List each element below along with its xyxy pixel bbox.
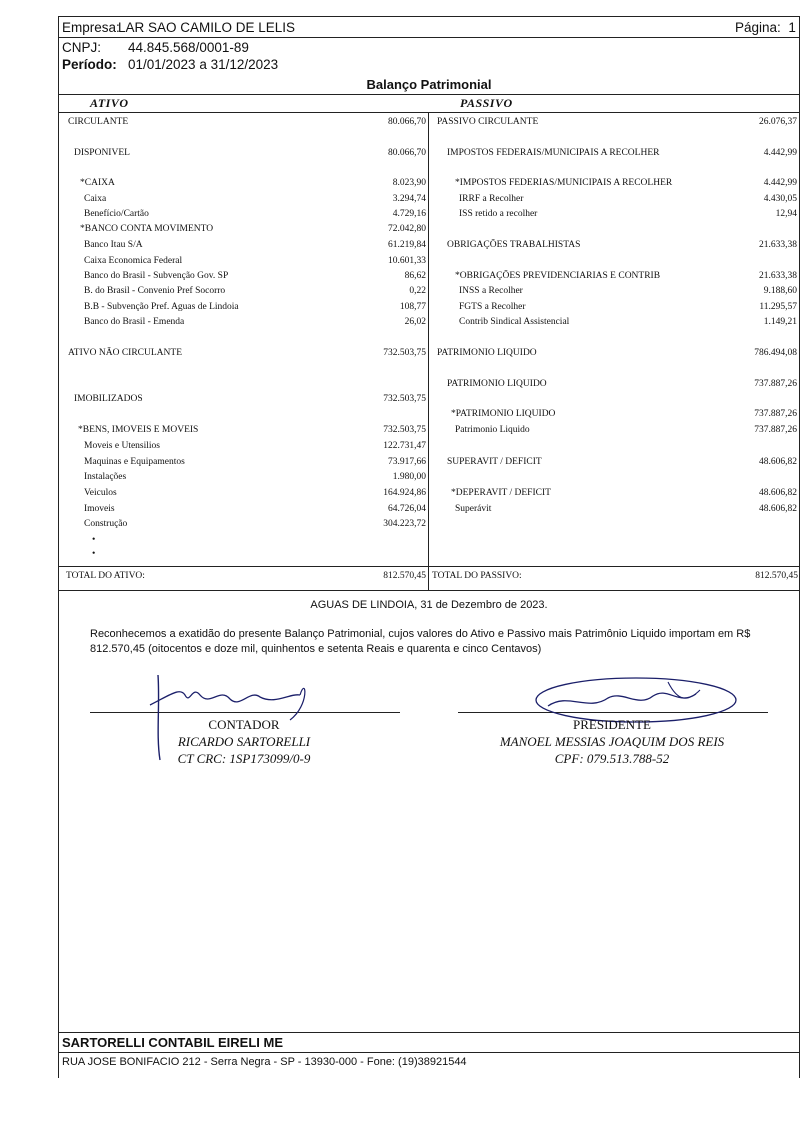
footer-company: SARTORELLI CONTABIL EIRELI ME	[62, 1035, 284, 1050]
passivo-row-value: 4.442,99	[763, 148, 797, 158]
passivo-row-value: 48.606,82	[759, 457, 797, 467]
ativo-row-label: Banco Itau S/A	[84, 240, 143, 250]
totals-top-line	[58, 566, 800, 567]
empresa-label: Empresa:	[62, 20, 120, 35]
header-divider	[58, 37, 800, 38]
ativo-row-value: 732.503,75	[383, 348, 426, 358]
document-frame	[58, 16, 800, 1078]
passivo-row-label: PASSIVO CIRCULANTE	[437, 117, 539, 127]
ativo-row-label: IMOBILIZADOS	[74, 394, 143, 404]
passivo-row-label: Patrimonio Liquido	[455, 425, 530, 435]
passivo-row-label: PATRIMONIO LIQUIDO	[447, 379, 547, 389]
total-ativo-label: TOTAL DO ATIVO:	[66, 571, 145, 581]
passivo-row-value: 737.887,26	[754, 425, 797, 435]
passivo-row-value: 11.295,57	[759, 302, 797, 312]
passivo-row-value: 21.633,38	[759, 240, 797, 250]
heading-underline	[58, 112, 800, 113]
footer-address: RUA JOSE BONIFACIO 212 - Serra Negra - SP - 13930-000 - Fone: (19)38921544	[62, 1056, 467, 1068]
ativo-row-value: 72.042,80	[388, 224, 426, 234]
passivo-row-label: FGTS a Recolher	[459, 302, 526, 312]
ativo-row-label: DISPONIVEL	[74, 148, 130, 158]
ativo-row-value: 80.066,70	[388, 117, 426, 127]
presidente-role: PRESIDENTE	[573, 717, 651, 732]
ativo-row-label: Banco do Brasil - Emenda	[84, 317, 185, 327]
ativo-row-label: Instalações	[84, 472, 127, 482]
periodo-label: Período:	[62, 57, 117, 72]
passivo-row-value: 4.430,05	[763, 194, 797, 204]
table-top-line	[58, 94, 800, 95]
pagina-value: 1	[788, 20, 796, 35]
ativo-row-label: B.B - Subvenção Pref. Aguas de Lindoia	[84, 302, 239, 312]
ativo-row-label: Imoveis	[84, 504, 115, 514]
ativo-row-label: Banco do Brasil - Subvenção Gov. SP	[84, 271, 229, 281]
ativo-row-value: 304.223,72	[383, 519, 426, 529]
passivo-row-label: IRRF a Recolher	[459, 194, 524, 204]
ativo-row-value: 1.980,00	[392, 472, 426, 482]
ativo-row-label: Moveis e Utensilios	[84, 441, 160, 451]
ativo-row-value: 732.503,75	[383, 394, 426, 404]
ativo-row-value: 164.924,86	[383, 488, 426, 498]
ativo-row-label: *CAIXA	[80, 178, 115, 188]
ativo-row-label: Veiculos	[84, 488, 117, 498]
passivo-row-label: *OBRIGAÇÕES PREVIDENCIARIAS E CONTRIB	[455, 271, 661, 281]
passivo-row-value: 737.887,26	[754, 379, 797, 389]
cnpj-label: CNPJ:	[62, 40, 102, 55]
totals-bottom-line	[58, 590, 800, 591]
ativo-row-value: 732.503,75	[383, 425, 426, 435]
ativo-row-value: 64.726,04	[388, 504, 426, 514]
ativo-row-label: Benefício/Cartão	[84, 209, 149, 219]
presidente-cpf: CPF: 079.513.788-52	[554, 751, 670, 766]
ativo-row-label: *BANCO CONTA MOVIMENTO	[80, 224, 214, 234]
ativo-row-label: ATIVO NÃO CIRCULANTE	[68, 348, 182, 358]
passivo-row-label: Superávit	[455, 504, 492, 514]
passivo-row-value: 48.606,82	[759, 504, 797, 514]
cnpj-row	[62, 40, 249, 55]
periodo-value: 01/01/2023 a 31/12/2023	[128, 57, 279, 72]
passivo-row-label: IMPOSTOS FEDERAIS/MUNICIPAIS A RECOLHER	[447, 148, 660, 158]
footer-top-line	[58, 1032, 800, 1033]
ativo-row-label: Maquinas e Equipamentos	[84, 457, 185, 467]
ativo-row-value: 3.294,74	[392, 194, 426, 204]
ativo-heading: ATIVO	[90, 96, 129, 110]
passivo-row-value: 9.188,60	[763, 286, 797, 296]
contador-crc: CT CRC: 1SP173099/0-9	[177, 751, 311, 766]
empresa-row	[62, 20, 296, 35]
ativo-row-value: 10.601,33	[388, 256, 426, 266]
ativo-row-value: 73.917,66	[388, 457, 426, 467]
passivo-row-label: *DEPERAVIT / DEFICIT	[451, 488, 551, 498]
passivo-row-label: SUPERAVIT / DEFICIT	[447, 457, 542, 467]
footer-mid-line	[58, 1052, 800, 1053]
periodo-row	[62, 57, 279, 72]
empresa-value: LAR SAO CAMILO DE LELIS	[118, 20, 296, 35]
contador-role: CONTADOR	[208, 717, 280, 732]
total-passivo-label: TOTAL DO PASSIVO:	[432, 571, 522, 581]
passivo-row-value: 48.606,82	[759, 488, 797, 498]
passivo-row-value: 26.076,37	[759, 117, 797, 127]
pagina-label: Página:	[735, 20, 781, 35]
passivo-row-label: ISS retido a recolher	[459, 209, 538, 219]
ativo-row-value: 61.219,84	[388, 240, 426, 250]
page-title: Balanço Patrimonial	[366, 77, 492, 92]
passivo-row-label: Contrib Sindical Assistencial	[459, 317, 570, 327]
ativo-row-value: 0,22	[409, 286, 426, 296]
passivo-row-value: 1.149,21	[763, 317, 797, 327]
ativo-row-value: 86,62	[404, 271, 426, 281]
ativo-row-value: 26,02	[404, 317, 426, 327]
ativo-row-value: 80.066,70	[388, 148, 426, 158]
passivo-row-label: PATRIMONIO LIQUIDO	[437, 348, 537, 358]
passivo-row-label: OBRIGAÇÕES TRABALHISTAS	[447, 240, 581, 250]
ativo-row-value: 122.731,47	[383, 441, 426, 451]
ativo-row-label: Construção	[84, 519, 128, 529]
page-number	[735, 20, 796, 35]
passivo-row-label: *IMPOSTOS FEDERIAS/MUNICIPAIS A RECOLHER	[455, 178, 673, 188]
ativo-row-label: •	[92, 535, 96, 545]
statement-text: Reconhecemos a exatidão do presente Balanço Patrimonial, cujos valores do Ativo e Passivo mais Patrimônio Liquido importam em R$ 812.570,45 (oitocentos e doze mil, quinhentos e setenta Reais e quarenta e cinco Centavos)	[90, 628, 751, 655]
place-date: AGUAS DE LINDOIA, 31 de Dezembro de 2023.	[310, 599, 548, 611]
ativo-row-value: 108,77	[399, 302, 426, 312]
passivo-row-value: 4.442,99	[763, 178, 797, 188]
passivo-row-value: 21.633,38	[759, 271, 797, 281]
total-ativo-value: 812.570,45	[383, 571, 426, 581]
passivo-row-label: INSS a Recolher	[459, 286, 523, 296]
ativo-row-label: •	[92, 549, 96, 559]
presidente-name: MANOEL MESSIAS JOAQUIM DOS REIS	[499, 734, 725, 749]
ativo-row-label: CIRCULANTE	[68, 117, 129, 127]
passivo-row-value: 786.494,08	[754, 348, 797, 358]
contador-name: RICARDO SARTORELLI	[177, 734, 311, 749]
total-passivo-value: 812.570,45	[755, 571, 798, 581]
cnpj-value: 44.845.568/0001-89	[128, 40, 249, 55]
center-divider	[428, 112, 429, 590]
ativo-row-label: Caixa Economica Federal	[84, 256, 183, 266]
ativo-row-label: Caixa	[84, 194, 107, 204]
passivo-heading: PASSIVO	[460, 96, 513, 110]
ativo-row-label: *BENS, IMOVEIS E MOVEIS	[78, 425, 199, 435]
passivo-row-label: *PATRIMONIO LIQUIDO	[451, 409, 556, 419]
passivo-row-value: 12,94	[775, 209, 797, 219]
contador-signature-drawing	[140, 665, 330, 765]
passivo-row-value: 737.887,26	[754, 409, 797, 419]
ativo-row-label: B. do Brasil - Convenio Pref Socorro	[84, 286, 226, 296]
ativo-row-value: 4.729,16	[392, 209, 426, 219]
ativo-row-value: 8.023,90	[392, 178, 426, 188]
